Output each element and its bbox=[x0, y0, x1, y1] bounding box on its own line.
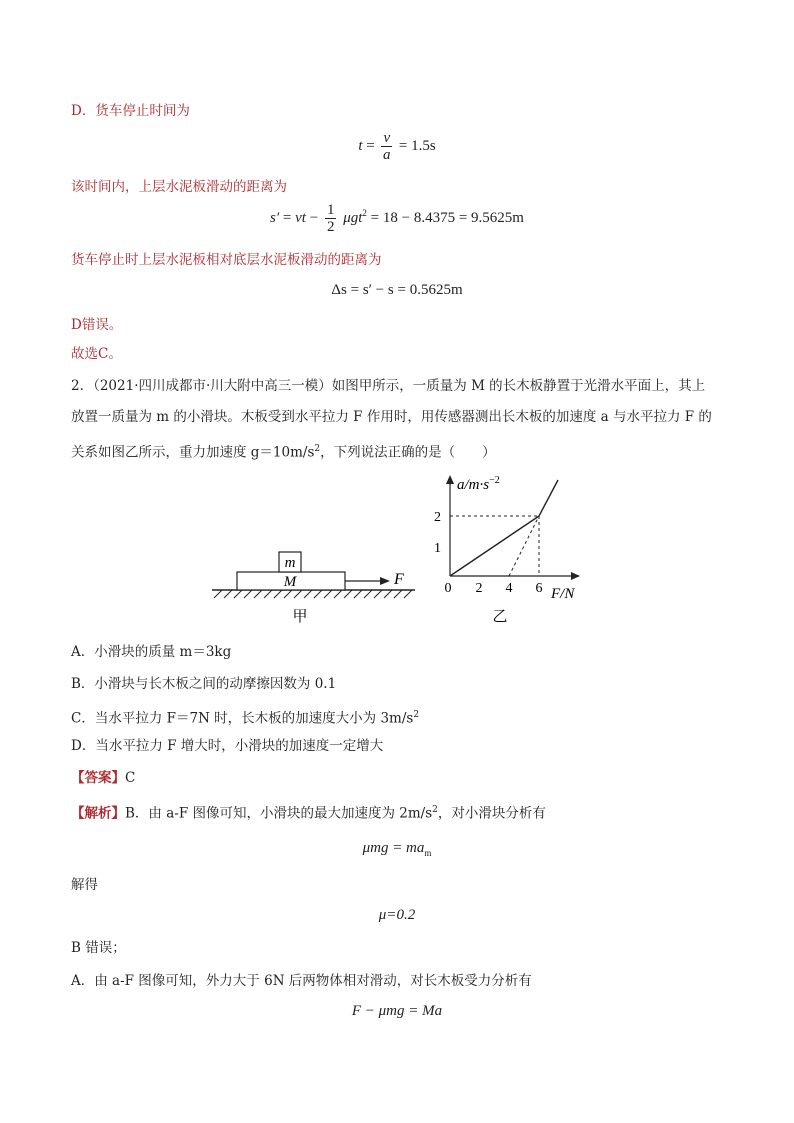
line-segment-1 bbox=[450, 516, 539, 576]
force-arrow bbox=[380, 577, 390, 585]
dash-slope bbox=[509, 516, 539, 576]
b-wrong: B 错误； bbox=[71, 940, 126, 956]
tick-x-2: 2 bbox=[475, 581, 483, 596]
formula-mu-value: μ=0.2 bbox=[378, 907, 416, 923]
formula-t: t = $\frac{v}{a}$ = 1.5s bbox=[358, 130, 436, 163]
analysis-row: 【解析】B．由 a-F 图像可知，小滑块的最大加速度为 $2m/s^2$，对小滑块分析有 bbox=[71, 805, 546, 822]
tick-x-4: 4 bbox=[505, 581, 513, 596]
formula-mu-mg: $\mu mg = ma_m$ bbox=[362, 840, 432, 858]
tick-x-6: 6 bbox=[535, 581, 543, 596]
question2-line1: 2．（2021·四川成都市·川大附中高三一模）如图甲所示，一质量为 M 的长木板静置于光滑水平面上，其上 bbox=[71, 378, 706, 394]
tick-x-0: 0 bbox=[444, 581, 452, 596]
part-d-conclusion: D错误。 bbox=[71, 317, 123, 333]
question2-line3: 关系如图乙所示，重力加速度 $g=10m/s^2$，下列说法正确的是（ ） bbox=[71, 444, 496, 461]
tick-y-1: 1 bbox=[434, 541, 441, 556]
y-axis-label: $a/m\cdot s^{-2}$ bbox=[457, 475, 500, 493]
formula-F-mu-mg: F − μmg = Ma bbox=[351, 1003, 443, 1019]
option-a: A．小滑块的质量 m＝3kg bbox=[71, 644, 232, 660]
x-axis-label: F/N bbox=[551, 586, 575, 602]
tick-y-2: 2 bbox=[434, 510, 441, 525]
question2-line2: 放置一质量为 m 的小滑块。木板受到水平拉力 F 作用时，用传感器测出长木板的加速度 a 与水平拉力 F 的 bbox=[71, 409, 712, 425]
graph-yi bbox=[434, 475, 580, 625]
formula-s-prime: s′ = vt − $\frac{1}{2}$ μgt$^2$ = 18 − 8.4375 = 9.5625m bbox=[270, 202, 524, 235]
part-d-heading: D．货车停止时间为 bbox=[71, 103, 190, 119]
answer-row: 【答案】C bbox=[71, 770, 136, 786]
diagram-jia bbox=[212, 552, 415, 625]
label-M: M bbox=[283, 574, 297, 590]
option-b: B．小滑块与长木板之间的动摩擦因数为 0.1 bbox=[71, 676, 337, 692]
option-c: C．当水平拉力 F＝7N 时，长木板的加速度大小为 $3m/s^2$ bbox=[71, 710, 420, 727]
figure-panel bbox=[200, 470, 600, 630]
line-segment-2 bbox=[539, 480, 558, 516]
label-F: F bbox=[394, 571, 404, 588]
a-analysis: A．由 a-F 图像可知，外力大于 6N 后两物体相对滑动，对长木板受力分析有 bbox=[71, 973, 532, 989]
label-yi: 乙 bbox=[492, 607, 508, 625]
formula-delta-s: Δs = s′ − s = 0.5625m bbox=[331, 282, 463, 298]
answer-line: 故选C。 bbox=[71, 346, 122, 362]
text-relative: 货车停止时上层水泥板相对底层水泥板滑动的距离为 bbox=[71, 252, 382, 268]
option-d: D．当水平拉力 F 增大时，小滑块的加速度一定增大 bbox=[71, 738, 384, 754]
label-m: m bbox=[284, 555, 296, 571]
text-distance: 该时间内，上层水泥板滑动的距离为 bbox=[71, 179, 287, 195]
solve-label: 解得 bbox=[71, 877, 98, 893]
label-jia: 甲 bbox=[292, 607, 308, 625]
